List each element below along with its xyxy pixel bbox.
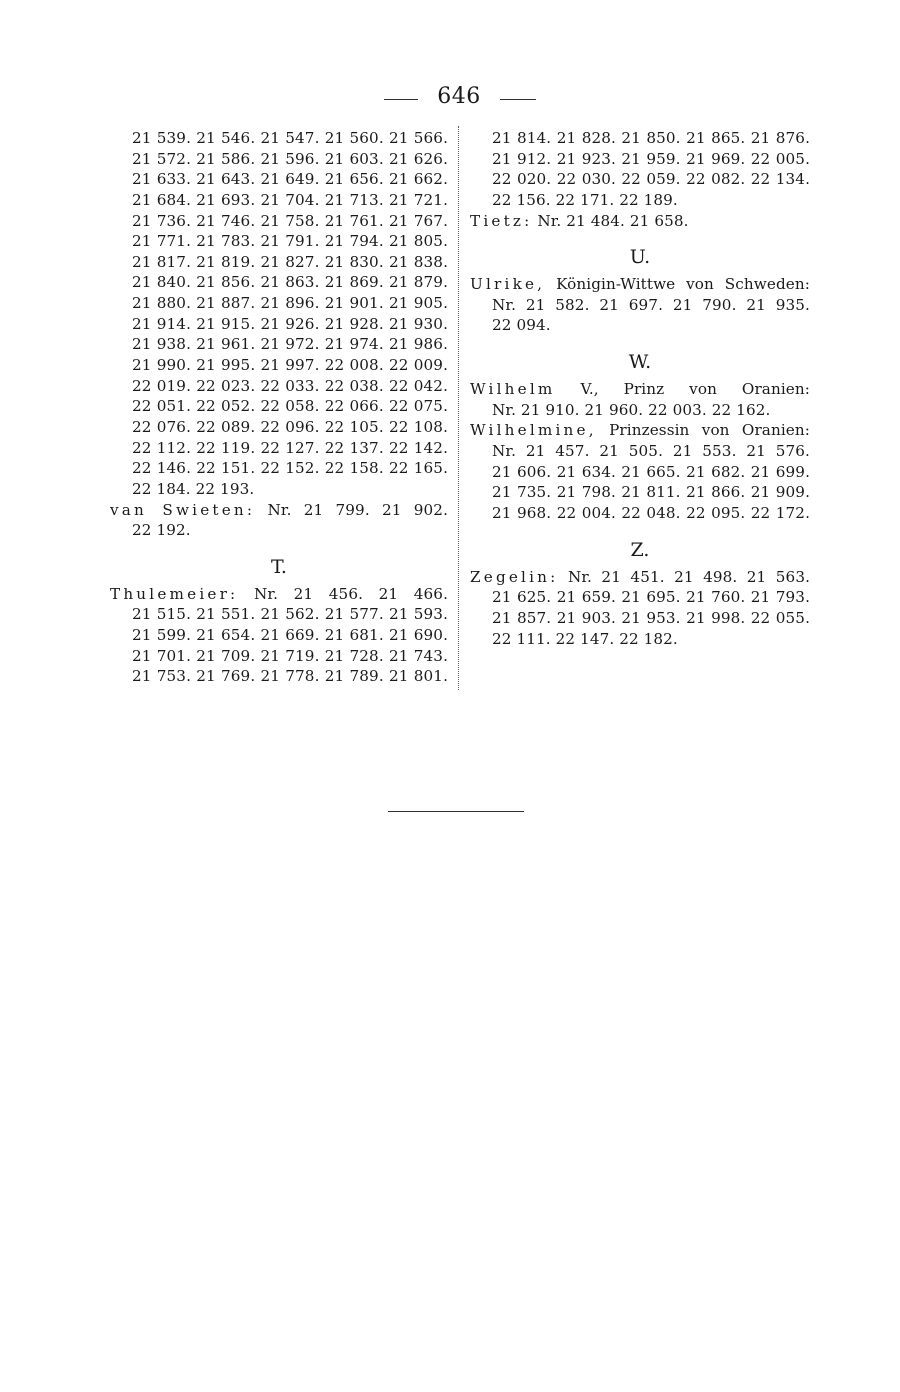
left-column	[110, 128, 448, 687]
entry-name: Zegelin:	[470, 567, 559, 586]
column-divider	[458, 126, 459, 690]
entry-title: Prinzessin von Oranien:	[609, 421, 810, 440]
number-line: Nr. 21 457. 21 505. 21 553. 21 576.	[492, 442, 810, 461]
number-line: 21 990. 21 995. 21 997. 22 008. 22 009.	[132, 356, 448, 375]
index-entry-tietz	[470, 211, 810, 232]
number-line: 22 094.	[492, 316, 551, 335]
number-line: 22 020. 22 030. 22 059. 22 082. 22 134.	[492, 170, 810, 189]
number-line: 21 840. 21 856. 21 863. 21 869. 21 879.	[132, 273, 448, 292]
number-line: 22 192.	[132, 521, 191, 540]
number-line: 21 938. 21 961. 21 972. 21 974. 21 986.	[132, 335, 448, 354]
number-line: 21 633. 21 643. 21 649. 21 656. 21 662.	[132, 170, 448, 189]
number-line: 21 968. 22 004. 22 048. 22 095. 22 172.	[492, 503, 810, 522]
number-line: 22 111. 22 147. 22 182.	[492, 629, 678, 648]
number-line: 21 539. 21 546. 21 547. 21 560. 21 566.	[132, 129, 448, 147]
number-line: 21 572. 21 586. 21 596. 21 603. 21 626.	[132, 149, 448, 168]
header-rule-left	[384, 99, 418, 100]
entry-name: Wilhelm	[470, 380, 556, 399]
number-line: 22 184. 22 193.	[132, 479, 255, 498]
number-line: 22 156. 22 171. 22 189.	[492, 190, 678, 209]
number-line: 21 817. 21 819. 21 827. 21 830. 21 838.	[132, 252, 448, 271]
entry-name: Thulemeier:	[110, 584, 239, 603]
number-line: 22 112. 22 119. 22 127. 22 137. 22 142.	[132, 438, 448, 457]
index-entry-wilhelmine	[470, 420, 810, 441]
number-line: 21 606. 21 634. 21 665. 21 682. 21 699.	[492, 462, 810, 481]
number-line: Nr. 21 582. 21 697. 21 790. 21 935.	[492, 295, 810, 314]
entry-numbers: Nr. 21 484. 21 658.	[537, 211, 689, 230]
number-line: 22 076. 22 089. 22 096. 22 105. 22 108.	[132, 417, 448, 436]
entry-numbers: Nr. 21 799. 21 902.	[267, 500, 448, 519]
header-rule-right	[500, 99, 536, 100]
entry-title: V., Prinz von Oranien:	[580, 380, 810, 399]
section-heading-t: T.	[270, 555, 288, 578]
number-line: 21 701. 21 709. 21 719. 21 728. 21 743.	[132, 646, 448, 665]
number-line: 21 753. 21 769. 21 778. 21 789. 21 801.	[132, 667, 448, 686]
number-line: 21 684. 21 693. 21 704. 21 713. 21 721.	[132, 190, 448, 209]
number-line: 21 880. 21 887. 21 896. 21 901. 21 905.	[132, 294, 448, 313]
entry-name: Ulrike,	[470, 275, 546, 294]
index-entry-zegelin	[470, 567, 810, 588]
index-entry-swieten	[110, 500, 448, 521]
index-entry-wilhelm	[470, 379, 810, 400]
number-line: 21 857. 21 903. 21 953. 21 998. 22 055.	[492, 608, 810, 627]
number-line: 21 625. 21 659. 21 695. 21 760. 21 793.	[492, 588, 810, 607]
section-heading-z: Z.	[630, 538, 650, 561]
entry-numbers: Nr. 21 451. 21 498. 21 563.	[567, 567, 810, 586]
end-rule	[388, 811, 524, 812]
number-line: 21 912. 21 923. 21 959. 21 969. 22 005.	[492, 149, 810, 168]
number-line: 21 771. 21 783. 21 791. 21 794. 21 805.	[132, 232, 448, 251]
entry-numbers: Nr. 21 456. 21 466.	[254, 584, 448, 603]
section-heading-u: U.	[629, 246, 651, 269]
index-entry-ulrike	[470, 274, 810, 295]
section-heading-w: W.	[628, 351, 652, 374]
entry-name: Wilhelmine,	[470, 421, 597, 440]
entry-name: van Swieten:	[110, 500, 256, 519]
number-line: 21 735. 21 798. 21 811. 21 866. 21 909.	[492, 483, 810, 502]
number-line: Nr. 21 910. 21 960. 22 003. 22 162.	[492, 400, 771, 419]
entry-title: Königin-Wittwe von Schweden:	[556, 275, 810, 294]
number-line: 21 515. 21 551. 21 562. 21 577. 21 593.	[132, 605, 448, 624]
number-line: 21 914. 21 915. 21 926. 21 928. 21 930.	[132, 314, 448, 333]
number-line: 22 051. 22 052. 22 058. 22 066. 22 075.	[132, 397, 448, 416]
index-entry-thulemeier	[110, 584, 448, 605]
number-line: 21 599. 21 654. 21 669. 21 681. 21 690.	[132, 626, 448, 645]
number-line: 21 736. 21 746. 21 758. 21 761. 21 767.	[132, 211, 448, 230]
entry-name: Tietz:	[470, 211, 533, 230]
number-line: 22 146. 22 151. 22 152. 22 158. 22 165.	[132, 459, 448, 478]
number-line: 22 019. 22 023. 22 033. 22 038. 22 042.	[132, 376, 448, 395]
page-number: 646	[437, 84, 481, 109]
right-column	[470, 128, 810, 649]
page-header	[0, 84, 900, 112]
number-line: 21 814. 21 828. 21 850. 21 865. 21 876.	[492, 129, 810, 147]
